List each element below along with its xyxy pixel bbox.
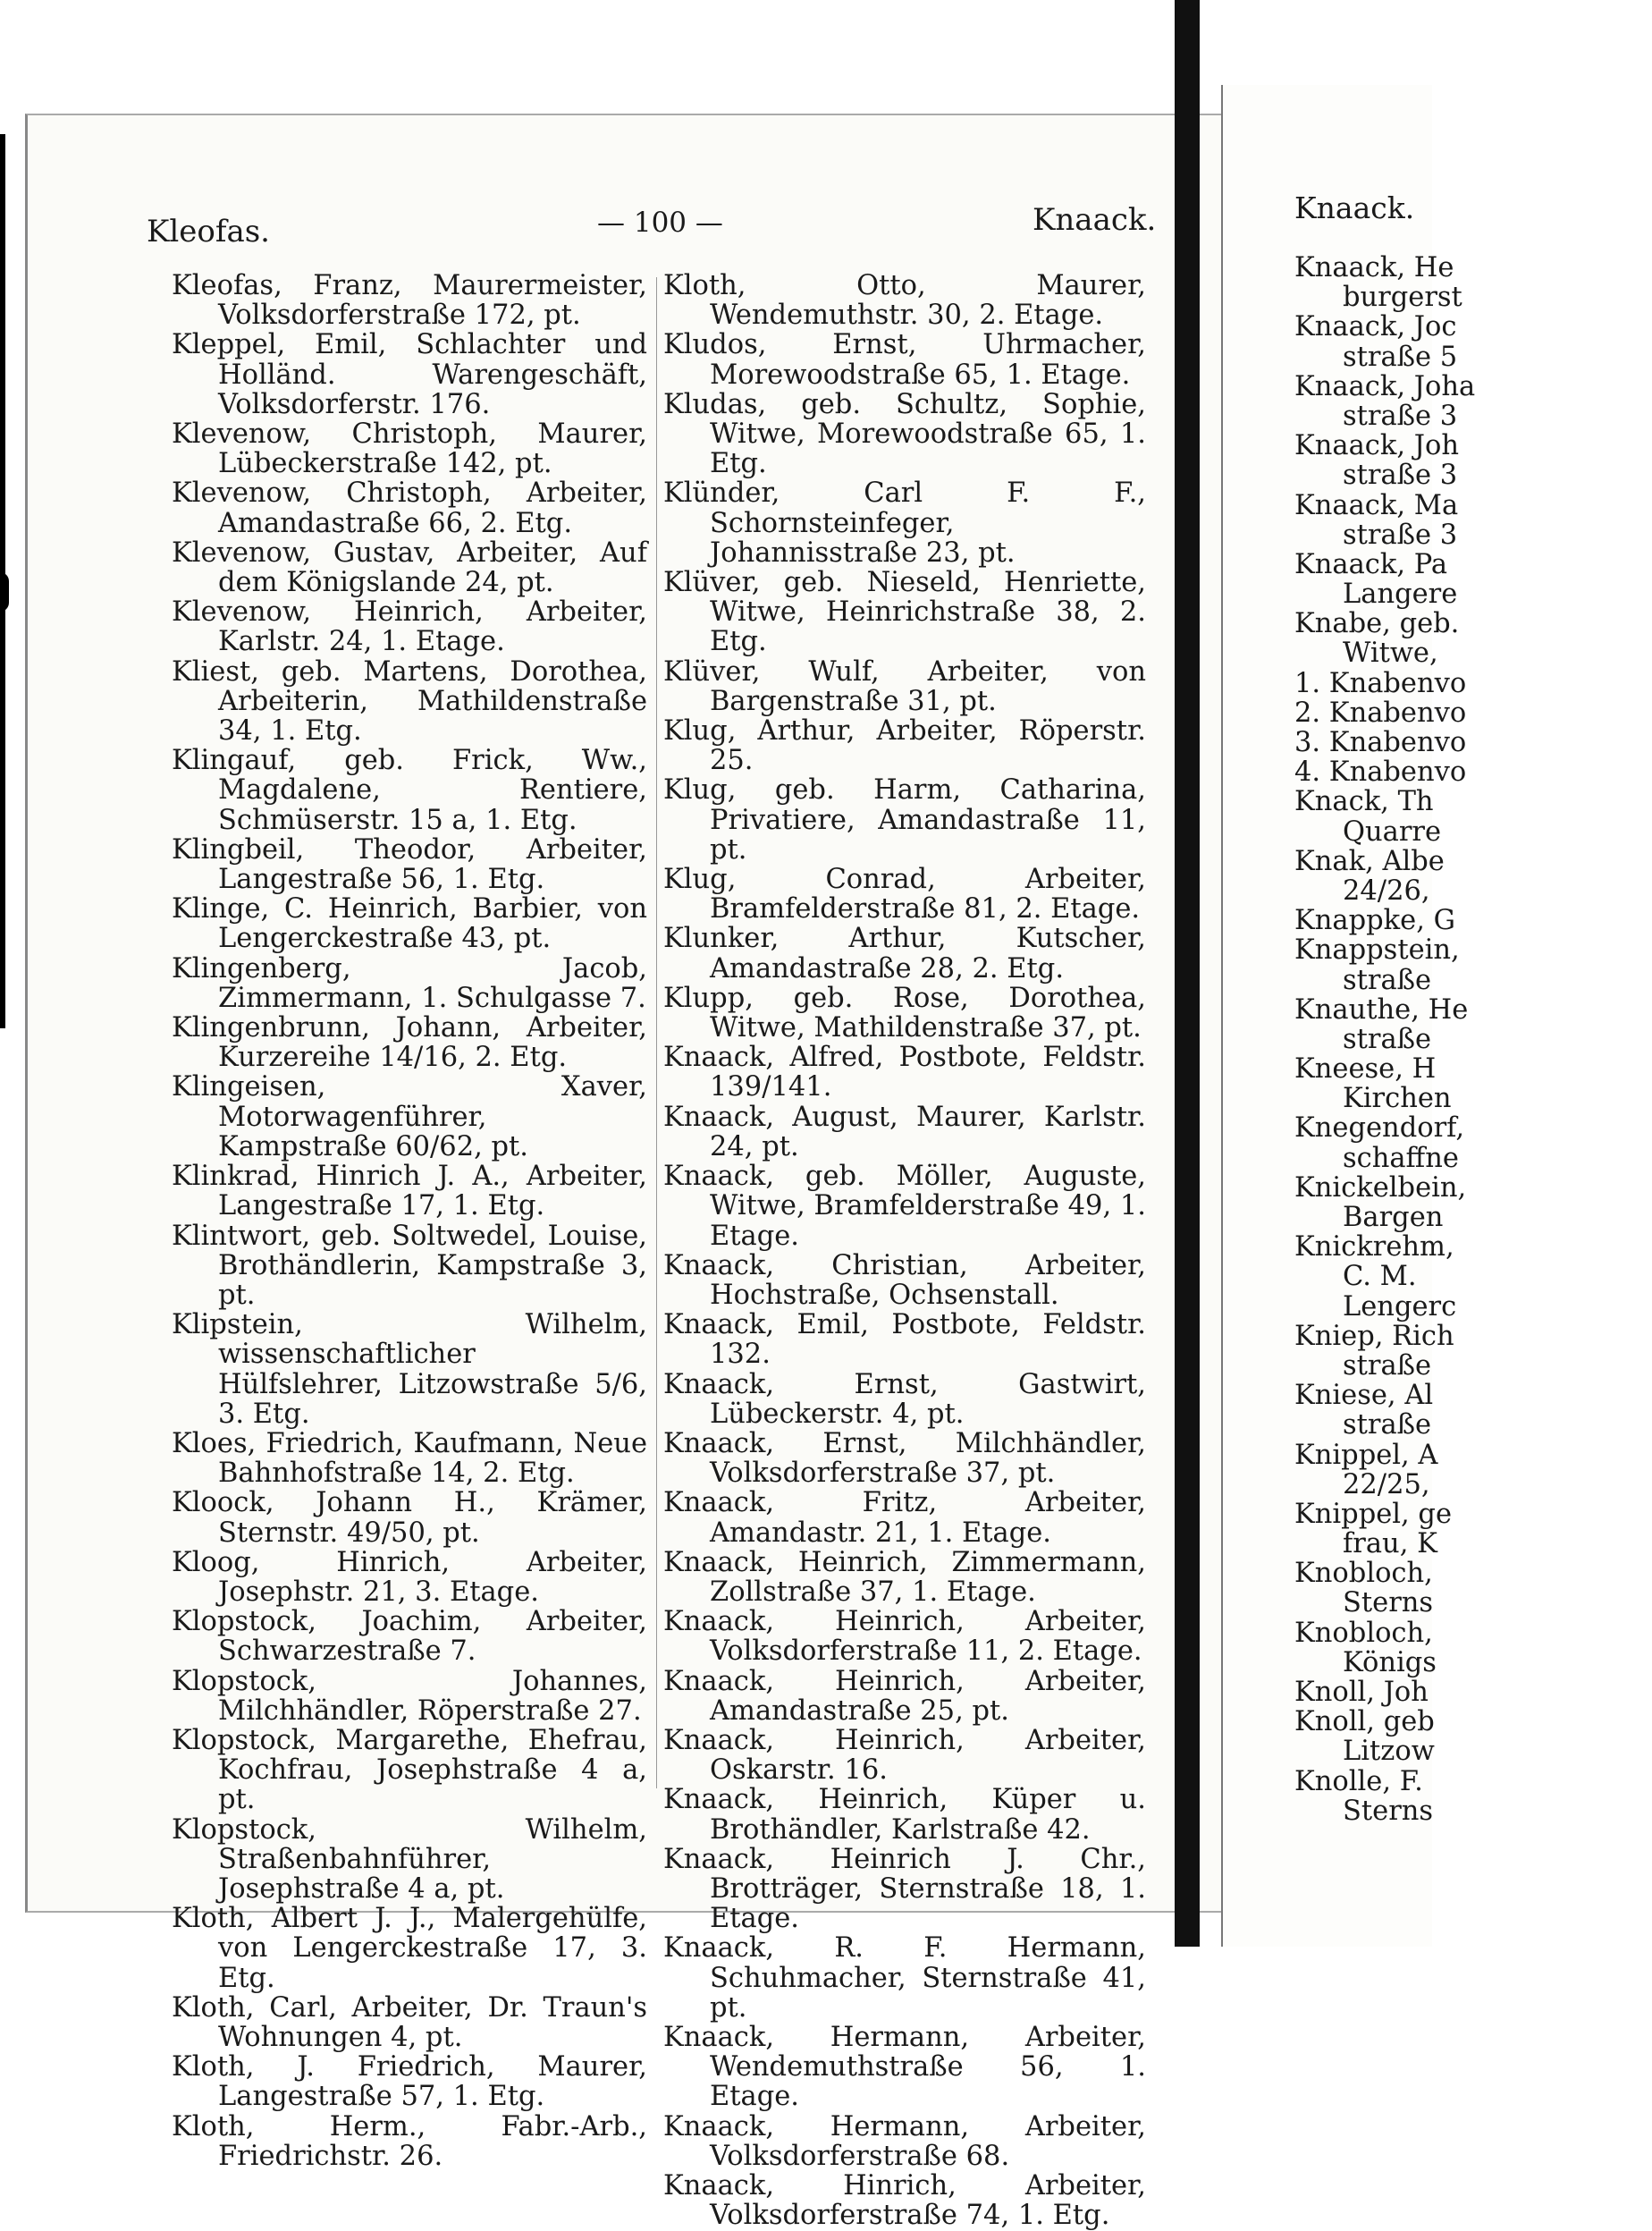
- facing-page-line: Knappke, G: [1294, 905, 1455, 937]
- facing-page-line: Knauthe, He: [1294, 993, 1469, 1026]
- facing-page-line: Langere: [1343, 579, 1458, 611]
- directory-entry: Klug, geb. Harm, Catharina, Privatiere, Amandastraße 11, pt.: [663, 774, 1146, 866]
- directory-entry: Knaack, Ernst, Milchhändler, Volksdorferstraße 37, pt.: [663, 1427, 1146, 1490]
- directory-entry: Klüver, Wulf, Arbeiter, von Bargenstraße 31, pt.: [663, 655, 1146, 717]
- facing-page-line: 22/25,: [1343, 1468, 1430, 1500]
- directory-entry: Klopstock, Joachim, Arbeiter, Schwarzestraße 7.: [172, 1606, 647, 1668]
- column-divider: [656, 277, 657, 1788]
- directory-entry: Klingenbrunn, Johann, Arbeiter, Kurzereihe 14/16, 2. Etg.: [172, 1012, 647, 1074]
- directory-entry: Knaack, Heinrich, Küper u. Brothändler, Karlstraße 42.: [663, 1784, 1146, 1846]
- facing-page-line: Knack, Th: [1294, 786, 1434, 818]
- facing-page-line: Königs: [1343, 1646, 1437, 1678]
- directory-entry: Klüver, geb. Nieseld, Henriette, Witwe, Heinrichstraße 38, 2. Etg.: [663, 567, 1146, 658]
- facing-page-line: Knaack, Joc: [1294, 311, 1457, 343]
- facing-page-line: Knippel, ge: [1294, 1498, 1453, 1530]
- facing-page-line: straße 3: [1343, 519, 1458, 551]
- facing-page-line: straße 5: [1343, 341, 1458, 373]
- directory-entry: Knaack, Hermann, Arbeiter, Wendemuthstraße 56, 1. Etage.: [663, 2021, 1146, 2113]
- directory-entry: Kloth, Herm., Fabr.-Arb., Friedrichstr. 26.: [172, 2110, 647, 2172]
- directory-entry: Klupp, geb. Rose, Dorothea, Witwe, Mathildenstraße 37, pt.: [663, 982, 1146, 1044]
- directory-entry: Kleppel, Emil, Schlachter und Holländ. Warengeschäft, Volksdorferstr. 176.: [172, 329, 647, 420]
- directory-entry: Klopstock, Johannes, Milchhändler, Röperstraße 27.: [172, 1665, 647, 1727]
- directory-entry: Knaack, R. F. Hermann, Schuhmacher, Sternstraße 41, pt.: [663, 1932, 1146, 2024]
- directory-entry: Klug, Arthur, Arbeiter, Röperstr. 25.: [663, 715, 1146, 777]
- directory-entry: Kliest, geb. Martens, Dorothea, Arbeiterin, Mathildenstraße 34, 1. Etg.: [172, 655, 647, 748]
- directory-entry: Kludos, Ernst, Uhrmacher, Morewoodstraße 65, 1. Etage.: [663, 329, 1146, 391]
- facing-page-line: burgerst: [1343, 282, 1462, 314]
- facing-page-line: Knak, Albe: [1294, 845, 1445, 877]
- facing-page-line: straße 3: [1343, 460, 1458, 492]
- directory-entry: Klopstock, Wilhelm, Straßenbahnführer, Josephstraße 4 a, pt.: [172, 1813, 647, 1905]
- facing-page-line: Knobloch,: [1294, 1617, 1433, 1649]
- directory-entry: Knaack, Alfred, Postbote, Feldstr. 139/141.: [663, 1042, 1146, 1103]
- directory-entry: Knaack, Christian, Arbeiter, Hochstraße, Ochsenstall.: [663, 1249, 1146, 1311]
- directory-entry: Knaack, Ernst, Gastwirt, Lübeckerstr. 4, pt.: [663, 1368, 1146, 1430]
- directory-entry: Knaack, Heinrich, Arbeiter, Oskarstr. 16.: [663, 1724, 1146, 1787]
- facing-page-line: straße: [1343, 1023, 1432, 1055]
- directory-entry: Klevenow, Christoph, Arbeiter, Amandastraße 66, 2. Etg.: [172, 477, 647, 539]
- facing-page-line: Sterns: [1343, 1587, 1434, 1619]
- directory-entry: Knaack, Heinrich, Zimmermann, Zollstraße 37, 1. Etage.: [663, 1546, 1146, 1608]
- directory-entry: Klintwort, geb. Soltwedel, Louise, Brothändlerin, Kampstraße 3, pt.: [172, 1220, 647, 1311]
- directory-entry: Klipstein, Wilhelm, wissenschaftlicher Hülfslehrer, Litzowstraße 5/6, 3. Etg.: [172, 1309, 647, 1430]
- facing-page-line: C. M.: [1343, 1261, 1417, 1293]
- left-margin-dot: [0, 903, 4, 916]
- facing-page-line: Knaack, Joha: [1294, 370, 1476, 402]
- facing-page-line: 4. Knabenvo: [1294, 756, 1467, 789]
- facing-page-line: Kneese, H: [1294, 1053, 1437, 1086]
- directory-entry: Knaack, August, Maurer, Karlstr. 24, pt.: [663, 1101, 1146, 1162]
- facing-page-line: Kniese, Al: [1294, 1380, 1434, 1412]
- directory-entry: Knaack, Hinrich, Arbeiter, Volksdorferstraße 74, 1. Etg.: [663, 2170, 1146, 2231]
- facing-page-line: 1. Knabenvo: [1294, 667, 1467, 699]
- middle-column: [663, 271, 1146, 2230]
- directory-entry: Klevenow, Christoph, Maurer, Lübeckerstraße 142, pt.: [172, 418, 647, 480]
- facing-page-line: straße: [1343, 964, 1432, 996]
- facing-page-line: Kniep, Rich: [1294, 1320, 1454, 1352]
- directory-entry: Klevenow, Heinrich, Arbeiter, Karlstr. 24, 1. Etage.: [172, 596, 647, 658]
- facing-page-line: Kirchen: [1343, 1083, 1452, 1115]
- facing-page-line: Knoll, geb: [1294, 1706, 1435, 1738]
- facing-page-line: Sterns: [1343, 1795, 1434, 1827]
- running-head-left: Kleofas.: [147, 214, 270, 249]
- facing-page-line: straße 3: [1343, 400, 1458, 432]
- directory-entry: Klingauf, geb. Frick, Ww., Magdalene, Rentiere, Schmüserstr. 15 a, 1. Etg.: [172, 745, 647, 836]
- facing-page-line: Knaack, Ma: [1294, 489, 1459, 521]
- directory-entry: Klünder, Carl F. F., Schornsteinfeger, Johannisstraße 23, pt.: [663, 477, 1146, 569]
- facing-page-line: Knickelbein,: [1294, 1171, 1467, 1204]
- directory-entry: Kloog, Hinrich, Arbeiter, Josephstr. 21, 3. Etage.: [172, 1546, 647, 1608]
- facing-page-line: 2. Knabenvo: [1294, 697, 1467, 729]
- page-number: — 100 —: [597, 207, 723, 239]
- facing-page-line: Knobloch,: [1294, 1558, 1433, 1590]
- directory-entry: Klinge, C. Heinrich, Barbier, von Lengerckestraße 43, pt.: [172, 893, 647, 955]
- directory-entry: Kloth, J. Friedrich, Maurer, Langestraße 57, 1. Etg.: [172, 2051, 647, 2113]
- facing-page-line: Knabe, geb.: [1294, 608, 1460, 640]
- facing-page-line: Knaack, Joh: [1294, 430, 1459, 462]
- left-margin-dot: [0, 948, 4, 960]
- left-margin-mark: [0, 572, 9, 612]
- directory-entry: Knaack, Emil, Postbote, Feldstr. 132.: [663, 1309, 1146, 1371]
- directory-entry: Klinkrad, Hinrich J. A., Arbeiter, Langestraße 17, 1. Etg.: [172, 1161, 647, 1222]
- directory-entry: Kloth, Albert J. J., Malergehülfe, von Lengerckestraße 17, 3. Etg.: [172, 1903, 647, 1994]
- facing-page-line: Knippel, A: [1294, 1439, 1438, 1471]
- directory-entry: Kloock, Johann H., Krämer, Sternstr. 49/50, pt.: [172, 1487, 647, 1549]
- directory-entry: Klingenberg, Jacob, Zimmermann, 1. Schulgasse 7.: [172, 952, 647, 1014]
- directory-entry: Kloes, Friedrich, Kaufmann, Neue Bahnhofstraße 14, 2. Etg.: [172, 1427, 647, 1490]
- directory-entry: Kloth, Otto, Maurer, Wendemuthstr. 30, 2. Etage.: [663, 270, 1146, 332]
- facing-page-line: straße: [1343, 1349, 1432, 1382]
- directory-entry: Knaack, Heinrich, Arbeiter, Amandastraße 25, pt.: [663, 1665, 1146, 1727]
- facing-page-column: [1294, 253, 1652, 1826]
- binding-shadow: [1175, 0, 1200, 1947]
- facing-page-line: Knappstein,: [1294, 934, 1460, 967]
- left-margin-dot: [0, 858, 4, 871]
- facing-page-line: Lengerc: [1343, 1290, 1457, 1323]
- directory-entry: Knaack, Hermann, Arbeiter, Volksdorferstraße 68.: [663, 2110, 1146, 2172]
- directory-entry: Kloth, Carl, Arbeiter, Dr. Traun's Wohnungen 4, pt.: [172, 1991, 647, 2053]
- facing-page-line: Quarre: [1343, 815, 1442, 848]
- facing-page-line: Knoll, Joh: [1294, 1677, 1429, 1708]
- directory-entry: Klingbeil, Theodor, Arbeiter, Langestraße 56, 1. Etg.: [172, 833, 647, 896]
- directory-entry: Klopstock, Margarethe, Ehefrau, Kochfrau, Josephstraße 4 a, pt.: [172, 1724, 647, 1816]
- directory-entry: Knaack, Heinrich J. Chr., Brotträger, Sternstraße 18, 1. Etage.: [663, 1843, 1146, 1935]
- directory-entry: Knaack, Fritz, Arbeiter, Amandastr. 21, 1. Etage.: [663, 1487, 1146, 1549]
- directory-entry: Klingeisen, Xaver, Motorwagenführer, Kampstraße 60/62, pt.: [172, 1071, 647, 1162]
- facing-page-line: Knegendorf,: [1294, 1112, 1465, 1145]
- facing-page-line: schaffne: [1343, 1142, 1459, 1174]
- directory-entry: Klug, Conrad, Arbeiter, Bramfelderstraße 81, 2. Etage.: [663, 864, 1146, 925]
- directory-entry: Klevenow, Gustav, Arbeiter, Auf dem Königslande 24, pt.: [172, 537, 647, 599]
- directory-entry: Klunker, Arthur, Kutscher, Amandastraße 28, 2. Etg.: [663, 923, 1146, 985]
- facing-page-line: straße: [1343, 1409, 1432, 1441]
- facing-page-line: Knaack, Pa: [1294, 548, 1448, 580]
- facing-page-line: frau, K: [1343, 1528, 1437, 1560]
- directory-entry: Kludas, geb. Schultz, Sophie, Witwe, Morewoodstraße 65, 1. Etg.: [663, 388, 1146, 480]
- running-head-right: Knaack.: [1032, 202, 1157, 238]
- directory-entry: Knaack, geb. Möller, Auguste, Witwe, Bramfelderstraße 49, 1. Etage.: [663, 1161, 1146, 1252]
- facing-page-line: Knickrehm,: [1294, 1231, 1454, 1263]
- facing-page-line: 24/26,: [1343, 875, 1430, 907]
- facing-page-line: 3. Knabenvo: [1294, 727, 1467, 758]
- left-column: [172, 271, 647, 2171]
- facing-page-line: Litzow: [1343, 1736, 1435, 1768]
- facing-page-line: Witwe,: [1343, 638, 1438, 670]
- facing-page-line: Bargen: [1343, 1202, 1444, 1233]
- facing-page-running-head: Knaack.: [1294, 190, 1415, 225]
- directory-entry: Knaack, Heinrich, Arbeiter, Volksdorferstraße 11, 2. Etage.: [663, 1606, 1146, 1668]
- facing-page-line: Knolle, F.: [1294, 1765, 1423, 1797]
- facing-page-line: Knaack, He: [1294, 252, 1454, 283]
- directory-entry: Kleofas, Franz, Maurermeister, Volksdorferstraße 172, pt.: [172, 270, 647, 332]
- facing-page: [1221, 85, 1476, 1947]
